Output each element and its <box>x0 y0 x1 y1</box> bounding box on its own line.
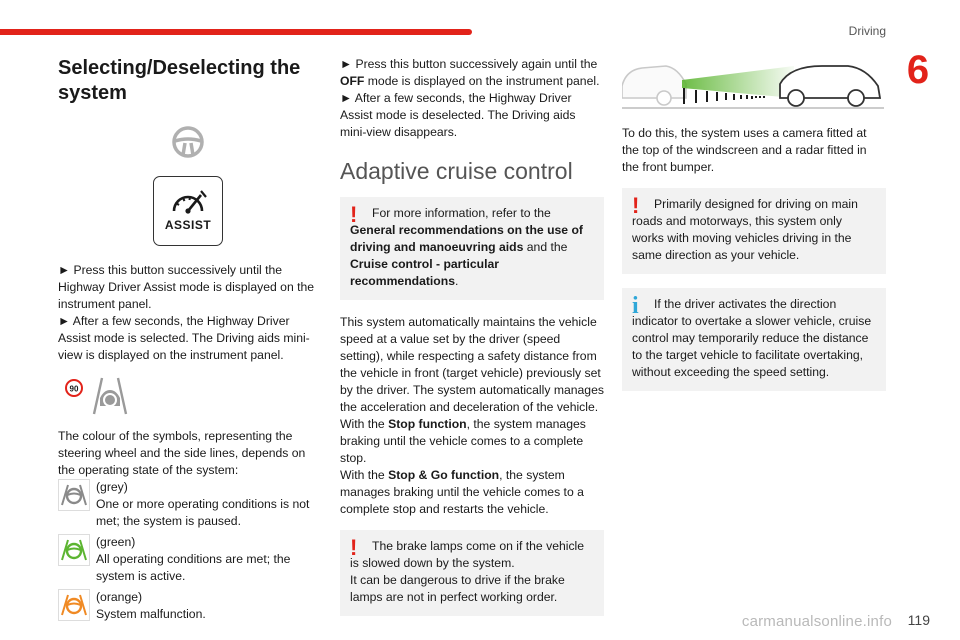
assist-button-icon <box>153 176 223 246</box>
state-color-name: (orange) <box>96 590 143 604</box>
section-name: Driving <box>848 24 886 38</box>
steering-wheel-grey-icon <box>58 479 90 511</box>
assist-label: ASSIST <box>164 217 212 232</box>
warning-icon: ! <box>350 202 358 227</box>
state-description: One or more operating conditions is not met; the system is paused. <box>96 497 310 528</box>
paragraph: ► Press this button successively again until the OFF mode is displayed on the instrument panel. <box>340 57 600 88</box>
warning-icon: ! <box>350 535 358 560</box>
state-green <box>58 534 318 585</box>
paragraph: ► After a few seconds, the Highway Driver Assist mode is selected. The Driving aids mini-view is displayed on the instrument panel. <box>58 314 310 362</box>
column-1 <box>58 56 318 627</box>
steering-wheel-icon <box>58 124 318 160</box>
state-orange <box>58 589 318 623</box>
speed-badge: 90 <box>69 384 79 394</box>
column-3 <box>622 56 886 405</box>
warning-icon: ! <box>632 193 640 218</box>
chapter-number: 6 <box>906 48 930 92</box>
page-number: 119 <box>907 612 930 628</box>
info-icon: i <box>632 293 639 319</box>
info-note: i If the driver activates the direction indicator to overtake a slower vehicle, cruise control may temporarily reduce the distance to the target vehicle to facilitate overtaking, without exceeding the speed setting. <box>622 288 886 391</box>
header-accent-bar <box>0 29 472 35</box>
state-color-name: (grey) <box>96 480 128 494</box>
state-color-name: (green) <box>96 535 136 549</box>
watermark: carmanualsonline.info <box>741 613 892 630</box>
state-description: All operating conditions are met; the system is active. <box>96 552 291 583</box>
section-title: Selecting/Deselecting the system <box>58 57 301 104</box>
steering-wheel-green-icon <box>58 534 90 566</box>
warning-note: ! Primarily designed for driving on main roads and motorways, this system only works with moving vehicles driving in the same direction as your vehicle. <box>622 188 886 274</box>
warning-note: ! For more information, refer to the General recommendations on the use of driving and manoeuvring aids and the Cruise control - particular recommendations. <box>340 197 604 300</box>
column-2 <box>340 56 604 630</box>
paragraph: To do this, the system uses a camera fitted at the top of the windscreen and a radar fitted in the front bumper. <box>622 126 867 174</box>
state-description: System malfunction. <box>96 607 206 621</box>
paragraph: ► Press this button successively until the Highway Driver Assist mode is displayed on the instrument panel. <box>58 263 315 311</box>
paragraph: This system automatically maintains the vehicle speed at a value set by the driver (speed setting), while respecting a safety distance from the vehicle in front (target vehicle) previously set by the driver. The system automatically manages the acceleration and deceleration of the vehicle. <box>340 315 604 414</box>
paragraph: With the Stop & Go function, the system manages braking until the vehicle comes to a complete stop and restarts the vehicle. <box>340 468 584 516</box>
paragraph: The colour of the symbols, representing the steering wheel and the side lines, depends on the operating state of the system: <box>58 429 306 477</box>
paragraph: With the Stop function, the system manages braking until the vehicle comes to a complete stop. <box>340 417 586 465</box>
vehicle-radar-illustration <box>622 58 886 115</box>
driving-aids-mini-view-icon <box>64 374 318 416</box>
paragraph: ► After a few seconds, the Highway Driver Assist mode is deselected. The Driving aids mini-view disappears. <box>340 91 576 139</box>
section-heading: Adaptive cruise control <box>340 158 573 184</box>
steering-wheel-orange-icon <box>58 589 90 621</box>
state-grey <box>58 479 318 530</box>
warning-note: ! The brake lamps come on if the vehicle is slowed down by the system. It can be dangerous to drive if the brake lamps are not in perfect working order. <box>340 530 604 616</box>
